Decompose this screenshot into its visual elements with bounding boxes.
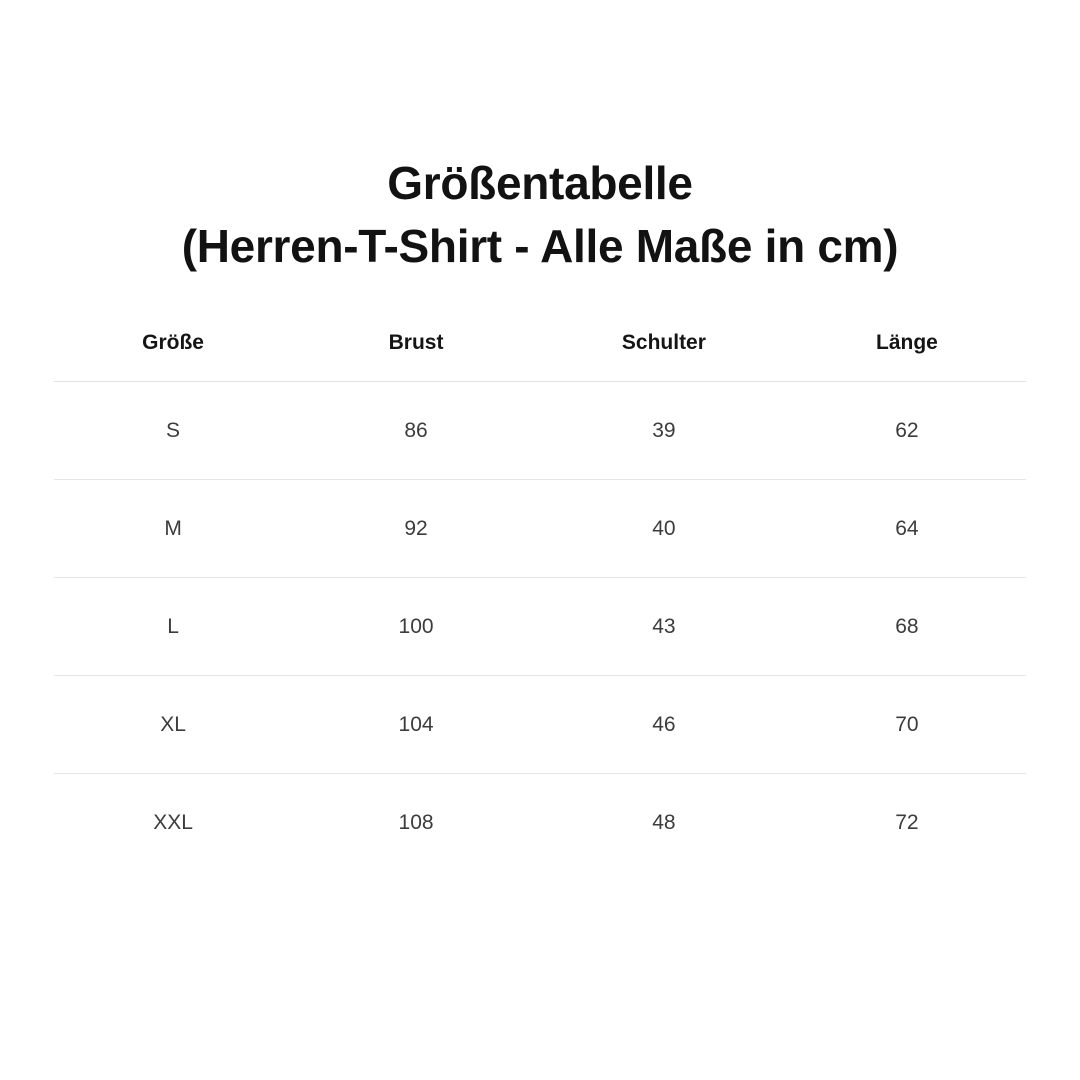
column-header-shoulder: Schulter xyxy=(621,331,706,355)
size-table xyxy=(54,319,1026,871)
cell-shoulder: 39 xyxy=(540,382,788,480)
table-body xyxy=(54,382,1026,872)
table-row xyxy=(54,774,1026,872)
cell-chest: 86 xyxy=(292,382,540,480)
cell-chest: 92 xyxy=(292,480,540,578)
table-row xyxy=(54,578,1026,676)
cell-size: S xyxy=(54,382,292,480)
column-header-chest: Brust xyxy=(388,331,444,355)
cell-shoulder: 43 xyxy=(540,578,788,676)
cell-size: XXL xyxy=(54,774,292,872)
cell-length: 64 xyxy=(788,480,1026,578)
table-row xyxy=(54,382,1026,480)
column-header-length: Länge xyxy=(876,331,938,355)
table-header xyxy=(54,319,1026,382)
cell-size: M xyxy=(54,480,292,578)
table-header-row xyxy=(54,319,1026,382)
cell-shoulder: 40 xyxy=(540,480,788,578)
table-row xyxy=(54,676,1026,774)
cell-shoulder: 48 xyxy=(540,774,788,872)
page-title xyxy=(0,152,1080,277)
cell-chest: 100 xyxy=(292,578,540,676)
cell-shoulder: 46 xyxy=(540,676,788,774)
cell-size: L xyxy=(54,578,292,676)
page-title-line-2: (Herren-T-Shirt - Alle Maße in cm) xyxy=(181,219,899,272)
table-row xyxy=(54,480,1026,578)
page-title-line-1: Größentabelle xyxy=(387,157,693,209)
column-header-size: Größe xyxy=(142,331,204,355)
size-table-container xyxy=(54,319,1026,871)
cell-length: 72 xyxy=(788,774,1026,872)
cell-length: 70 xyxy=(788,676,1026,774)
cell-chest: 108 xyxy=(292,774,540,872)
cell-chest: 104 xyxy=(292,676,540,774)
cell-length: 62 xyxy=(788,382,1026,480)
cell-length: 68 xyxy=(788,578,1026,676)
cell-size: XL xyxy=(54,676,292,774)
